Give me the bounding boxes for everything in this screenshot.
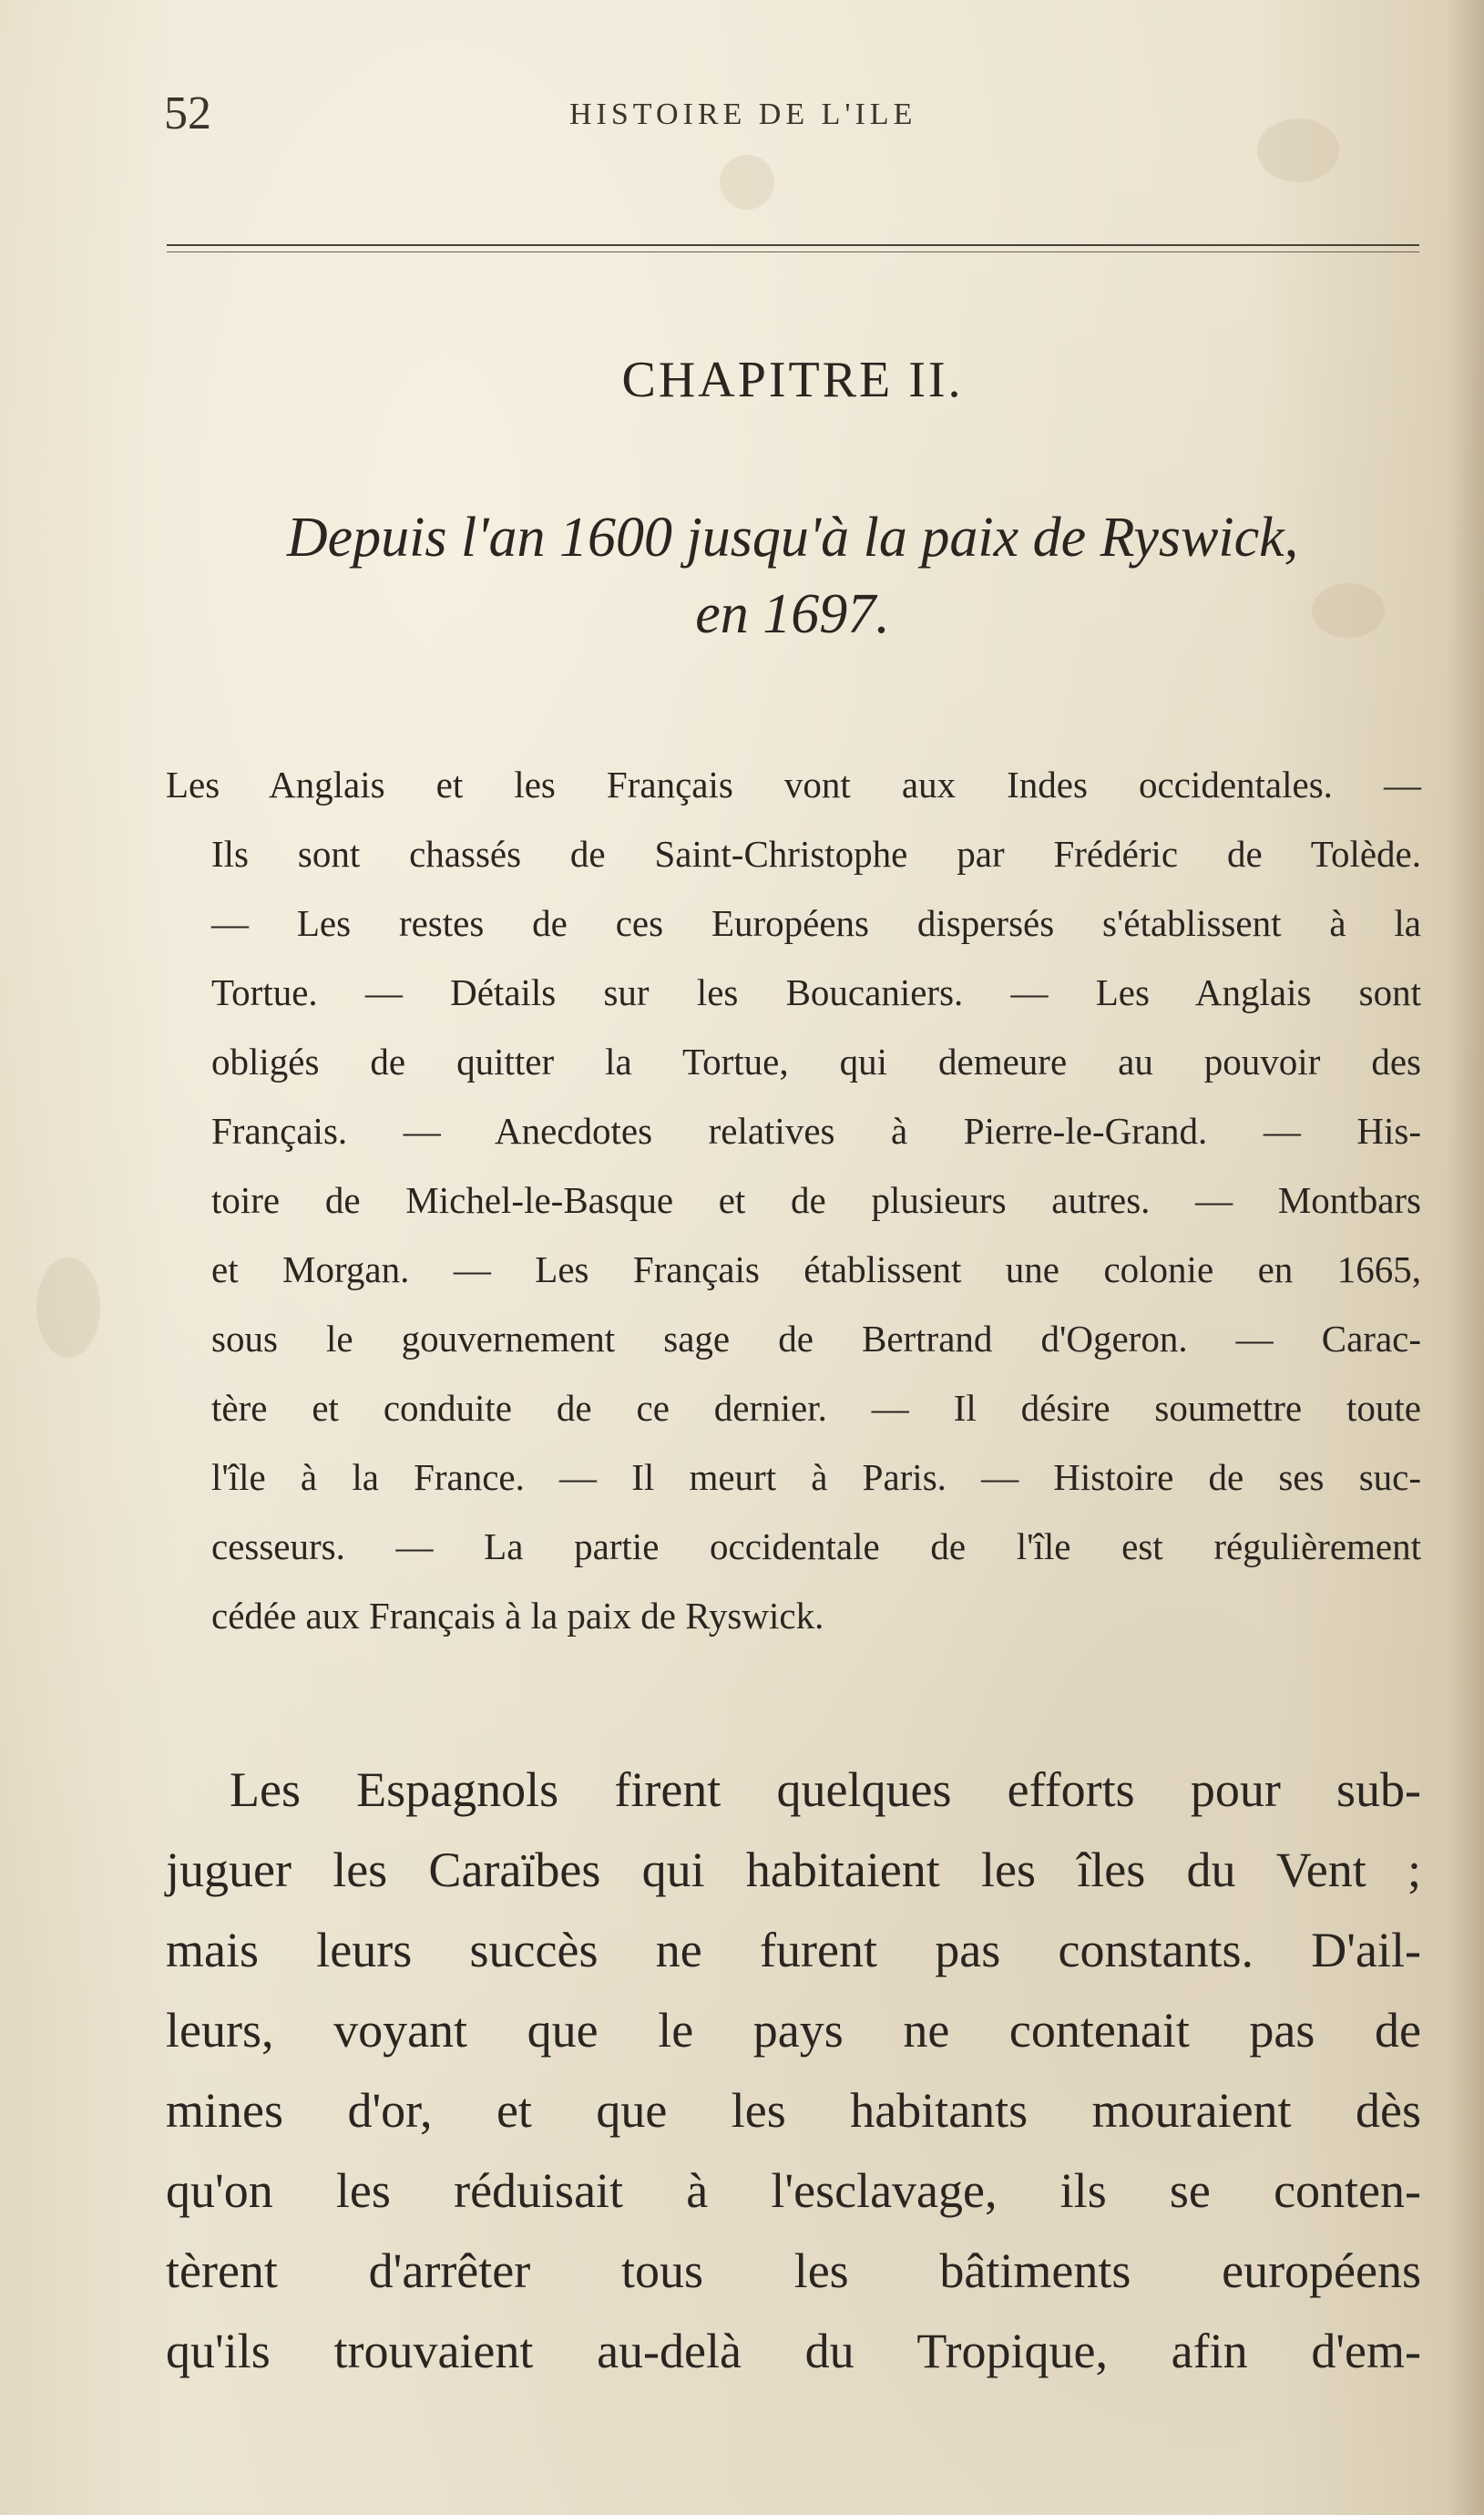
chapter-title: CHAPITRE II. <box>621 352 964 408</box>
page-header <box>164 87 1421 150</box>
paper-stain <box>36 1258 100 1358</box>
body-line: juguer les Caraïbes qui habitaient les îles du Vent ; <box>166 1843 1421 1897</box>
page-edge-shadow <box>1448 0 1484 2515</box>
summary-line: obligés de quitter la Tortue, qui demeure au pouvoir des <box>211 1041 1421 1083</box>
header-rule <box>167 244 1419 246</box>
summary-line: cédée aux Français à la paix de Ryswick. <box>211 1595 824 1637</box>
summary-line: tère et conduite de ce dernier. — Il désire soumettre toute <box>211 1387 1421 1429</box>
body-line: mines d'or, et que les habitants mouraient dès <box>166 2083 1421 2138</box>
chapter-summary <box>166 750 1421 1650</box>
body-line: leurs, voyant que le pays ne contenait pas de <box>166 2003 1421 2058</box>
body-line: Les Espagnols firent quelques efforts pour sub- <box>230 1762 1421 1817</box>
subtitle-line: en 1697. <box>695 583 890 645</box>
running-head: HISTOIRE DE L'ILE <box>569 98 917 131</box>
body-line: tèrent d'arrêter tous les bâtiments européens <box>166 2243 1421 2298</box>
summary-line: — Les restes de ces Européens dispersés s'établissent à la <box>211 902 1421 944</box>
body-line: mais leurs succès ne furent pas constants. D'ail- <box>166 1923 1421 1977</box>
body-paragraph <box>166 1750 1421 2391</box>
summary-line: cesseurs. — La partie occidentale de l'île est régulièrement <box>211 1525 1421 1567</box>
page-number: 52 <box>164 87 211 139</box>
summary-line: Les Anglais et les Français vont aux Indes occidentales. — <box>166 764 1421 806</box>
paper-stain <box>720 155 774 210</box>
summary-line: et Morgan. — Les Français établissent une colonie en 1665, <box>211 1248 1421 1290</box>
summary-line: toire de Michel-le-Basque et de plusieurs autres. — Montbars <box>211 1179 1421 1221</box>
summary-line: l'île à la France. — Il meurt à Paris. — Histoire de ses suc- <box>211 1456 1421 1498</box>
summary-line: sous le gouvernement sage de Bertrand d'Ogeron. — Carac- <box>211 1318 1421 1360</box>
chapter-subtitle <box>164 499 1421 652</box>
summary-line: Français. — Anecdotes relatives à Pierre-le-Grand. — His- <box>211 1110 1421 1152</box>
summary-line: Tortue. — Détails sur les Boucaniers. — Les Anglais sont <box>211 971 1421 1013</box>
body-line: qu'ils trouvaient au-delà du Tropique, afin d'em- <box>166 2324 1421 2378</box>
body-line: qu'on les réduisait à l'esclavage, ils se conten- <box>166 2163 1421 2218</box>
summary-line: Ils sont chassés de Saint-Christophe par Frédéric de Tolède. <box>211 833 1421 875</box>
subtitle-line: Depuis l'an 1600 jusqu'à la paix de Ryswick, <box>286 507 1299 569</box>
